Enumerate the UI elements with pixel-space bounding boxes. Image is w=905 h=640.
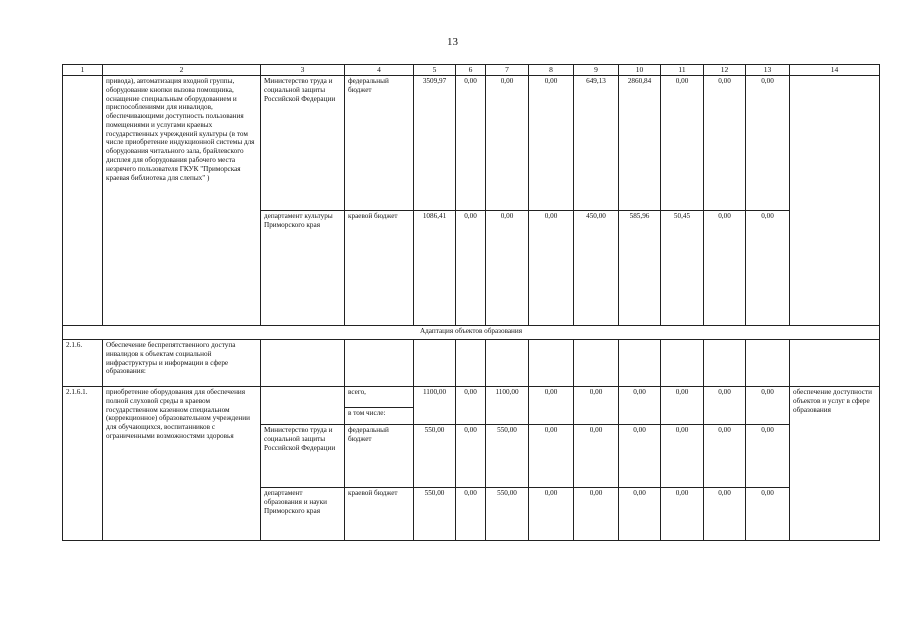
item-code: 2.1.6.	[63, 340, 103, 387]
table-row	[63, 387, 880, 408]
value-cell: 0,00	[529, 76, 574, 211]
item-code: 2.1.6.1.	[63, 387, 103, 541]
value-cell: 450,00	[574, 211, 619, 326]
empty-cell	[345, 340, 414, 387]
result-cell: обеспечение доступности объектов и услуг в сфере образования	[790, 387, 880, 541]
value-cell: 0,00	[661, 425, 704, 488]
item-description: приобретение оборудования для обеспечения полной слуховой среды в краевом государственном казенном специальном (коррекционное) образовательном учреждении для обучающихся, воспитанников с ограниченными возможностями здоровья	[103, 387, 261, 541]
value-cell: 0,00	[704, 211, 746, 326]
empty-cell	[661, 340, 704, 387]
value-cell: 0,00	[574, 387, 619, 425]
value-cell: 649,13	[574, 76, 619, 211]
value-cell: 0,00	[661, 488, 704, 541]
value-cell: 0,00	[456, 425, 486, 488]
value-cell: 0,00	[486, 211, 529, 326]
executor-cell: департамент культуры Приморского края	[261, 211, 345, 326]
value-cell: 0,00	[661, 387, 704, 425]
value-cell: 0,00	[704, 425, 746, 488]
column-number: 13	[746, 65, 790, 76]
value-cell: 50,45	[661, 211, 704, 326]
executor-cell: Министерство труда и социальной защиты Российской Федерации	[261, 76, 345, 211]
page-number: 13	[447, 36, 458, 48]
column-number-row	[63, 65, 880, 76]
empty-cell	[619, 340, 661, 387]
value-cell: 550,00	[414, 425, 456, 488]
value-cell: 0,00	[456, 488, 486, 541]
executor-cell: департамент образования и науки Приморского края	[261, 488, 345, 541]
item-description: привода), автоматизация входной группы, оборудование кнопки вызова помощника, оснащение специальным оборудованием и приспособлениями для инвалидов, обеспечивающими доступность пользования помещениями и услугами краевых государственных учреждений культуры (в том числе приобретение индукционной системы для оборудования читального зала, брайлевского дисплея для оборудования рабочего места незрячего пользователя ГКУК "Приморская краевая библиотека для слепых" )	[103, 76, 261, 326]
empty-cell	[261, 340, 345, 387]
value-cell: 1100,00	[486, 387, 529, 425]
value-cell: 1100,00	[414, 387, 456, 425]
value-cell: 585,96	[619, 211, 661, 326]
program-table	[62, 64, 880, 541]
value-cell: 0,00	[574, 425, 619, 488]
column-number: 11	[661, 65, 704, 76]
empty-cell	[414, 340, 456, 387]
value-cell: 0,00	[746, 488, 790, 541]
section-title: Адаптация объектов образования	[63, 326, 880, 340]
value-cell: 0,00	[704, 488, 746, 541]
value-cell: 0,00	[529, 387, 574, 425]
empty-cell	[574, 340, 619, 387]
value-cell: 0,00	[704, 387, 746, 425]
column-number: 4	[345, 65, 414, 76]
table-row	[63, 76, 880, 211]
column-number: 6	[456, 65, 486, 76]
funding-source-cell: всего,	[345, 387, 414, 408]
funding-source-cell: краевой бюджет	[345, 211, 414, 326]
value-cell: 1086,41	[414, 211, 456, 326]
column-number: 5	[414, 65, 456, 76]
value-cell: 0,00	[619, 488, 661, 541]
value-cell: 550,00	[486, 425, 529, 488]
executor-cell	[261, 387, 345, 425]
executor-cell: Министерство труда и социальной защиты Российской Федерации	[261, 425, 345, 488]
empty-cell	[486, 340, 529, 387]
value-cell: 0,00	[486, 76, 529, 211]
column-number: 3	[261, 65, 345, 76]
funding-source-cell: в том числе:	[345, 408, 414, 425]
value-cell: 0,00	[619, 425, 661, 488]
column-number: 14	[790, 65, 880, 76]
value-cell: 2860,84	[619, 76, 661, 211]
column-number: 2	[103, 65, 261, 76]
column-number: 7	[486, 65, 529, 76]
column-number: 12	[704, 65, 746, 76]
value-cell: 0,00	[456, 387, 486, 425]
funding-source-cell: федеральный бюджет	[345, 425, 414, 488]
empty-cell	[746, 340, 790, 387]
value-cell: 0,00	[529, 211, 574, 326]
empty-cell	[529, 340, 574, 387]
value-cell: 0,00	[456, 211, 486, 326]
value-cell: 0,00	[746, 425, 790, 488]
funding-source-cell: краевой бюджет	[345, 488, 414, 541]
value-cell: 0,00	[619, 387, 661, 425]
value-cell: 0,00	[746, 76, 790, 211]
value-cell: 0,00	[661, 76, 704, 211]
value-cell: 3509,97	[414, 76, 456, 211]
table-row	[63, 340, 880, 387]
value-cell: 550,00	[486, 488, 529, 541]
result-cell	[790, 76, 880, 326]
empty-cell	[456, 340, 486, 387]
value-cell: 550,00	[414, 488, 456, 541]
column-number: 1	[63, 65, 103, 76]
value-cell: 0,00	[746, 211, 790, 326]
column-number: 9	[574, 65, 619, 76]
value-cell: 0,00	[704, 76, 746, 211]
value-cell: 0,00	[529, 488, 574, 541]
item-code-cell	[63, 76, 103, 326]
value-cell: 0,00	[529, 425, 574, 488]
empty-cell	[704, 340, 746, 387]
section-row	[63, 326, 880, 340]
value-cell: 0,00	[746, 387, 790, 425]
column-number: 8	[529, 65, 574, 76]
funding-source-cell: федеральный бюджет	[345, 76, 414, 211]
empty-cell	[790, 340, 880, 387]
value-cell: 0,00	[456, 76, 486, 211]
column-number: 10	[619, 65, 661, 76]
item-description: Обеспечение беспрепятственного доступа инвалидов к объектам социальной инфраструктуры и информации в сфере образования:	[103, 340, 261, 387]
value-cell: 0,00	[574, 488, 619, 541]
